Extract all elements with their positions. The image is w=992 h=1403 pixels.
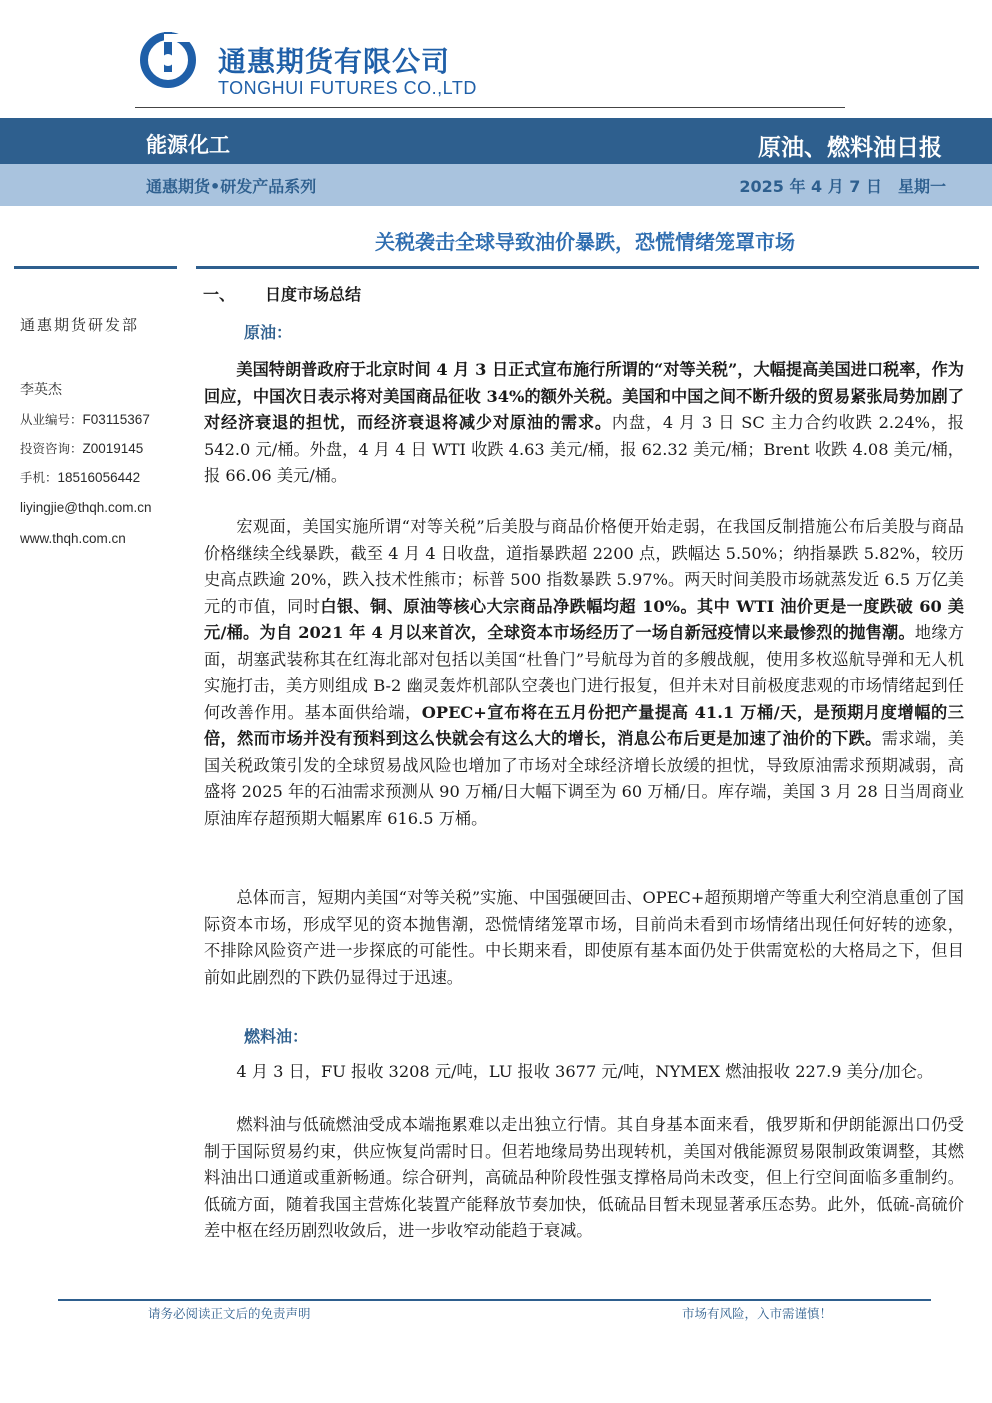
crude-p1-text: 内盘，4 月 3 日 SC 主力合约收跌 2.24%，报 542.0 元/桶。外盘，4 月 4 日 WTI 收跌 4.63 美元/桶，报 62.32 美元/桶；Brent 收跌 4.08 美元/桶，报 66.06 美元/桶。 <box>204 413 964 485</box>
phone-row <box>20 463 190 492</box>
company-name-cn: 通惠期货有限公司 <box>218 45 451 78</box>
report-category: 能源化工 <box>146 133 230 157</box>
research-department: 通惠期货研发部 <box>20 316 140 334</box>
analyst-name: 李英杰 <box>20 382 62 398</box>
product-series: 通惠期货•研发产品系列 <box>146 177 317 196</box>
crude-p2-commodities: 白银、铜、原油等核心大宗商品净跌幅均超 10%。其中 WTI 油价更是一度跌破 60 美元/桶。为自 2021 年 4 月以来首次，全球资本市场经历了一场自新冠疫情以来最惨烈的抛售潮。 <box>204 596 964 642</box>
advisory-number-row <box>20 434 190 463</box>
section-number: 一、 <box>203 285 236 304</box>
analyst-email[interactable]: liyingjie@thqh.com.cn <box>20 500 152 515</box>
fuel-paragraph-2: 燃料油与低硫燃油受成本端拖累难以走出独立行情。其自身基本面来看，俄罗斯和伊朗能源出口仍受制于国际贸易约束，供应恢复尚需时日。但若地缘局势出现转机，美国对俄能源贸易限制政策调整，其燃料油出口通道或重新畅通。综合研判，高硫品种阶段性强支撑格局尚未改变，但上行空间面临多重制约。低硫方面，随着我国主营炼化装置产能释放节奏加快，低硫品目暂未现显著承压态势。此外，低硫-高硫价差中枢在经历剧烈收敛后，进一步收窄动能趋于衰减。 <box>204 1115 964 1240</box>
crude-p2-opec: OPEC+宣布将在五月份把产量提高 41.1 万桶/天，是预期月度增幅的三倍，然而市场并没有预料到这么快就会有这么大的增长，消息公布后更是加速了油价的下跌。 <box>204 702 964 748</box>
company-website[interactable]: www.thqh.com.cn <box>20 531 126 546</box>
crude-p2-demand: 需求端，美国关税政策引发的全球贸易战风险也增加了市场对全球经济增长放缓的担忧，导致原油需求预期减弱，高盛将 2025 年的石油需求预测从 90 万桶/日大幅下调至为 60 万桶/日。库存端，美国 3 月 28 日当周商业原油库存超预期大幅累库 616.5 万桶。 <box>204 729 965 828</box>
footer-divider <box>58 1299 931 1301</box>
crude-p1-bold: 美国特朗普政府于北京时间 4 月 3 日正式宣布施行所谓的“对等关税”，大幅提高美国进口税率，作为回应，中国次日表示将对美国商品征收 34%的额外关税。美国和中国之间不断升级的贸易紧张局势加剧了对经济衰退的担忧，而经济衰退将减少对原油的需求。 <box>204 360 964 432</box>
crude-p2-macro: 宏观面，美国实施所谓“对等关税”后美股与商品价格便开始走弱，在我国反制措施公布后美股与商品价格继续全线暴跌，截至 4 月 4 日收盘，道指暴跌超 2200 点，跌幅达 5.50%；纳指暴跌 5.82%，较历史高点跌逾 20%，跌入技术性熊市；标普 500 指数暴跌 5.97%。两天时间美股市场就蒸发近 6.5 万亿美元的市值，同时 <box>204 517 964 616</box>
practice-number-label: 从业编号： <box>20 412 83 427</box>
content-rule <box>196 266 979 269</box>
crude-p2-geopolitics: 地缘方面，胡塞武装称其在红海北部对包括以美国“杜鲁门”号航母为首的多艘战舰，使用多枚巡航导弹和无人机实施打击，美方则组成 B-2 幽灵轰炸机部队空袭也门进行报复，但并未对目前极度悲观的市场情绪起到任何改善作用。基本面供给端， <box>204 623 964 722</box>
practice-number: F03115367 <box>82 412 150 427</box>
crude-paragraph-2 <box>204 514 964 832</box>
advisory-number-label: 投资咨询： <box>20 441 83 456</box>
section-title-text: 日度市场总结 <box>265 285 362 304</box>
company-logo-icon <box>138 30 198 90</box>
fuel-oil-heading: 燃料油： <box>244 1027 309 1046</box>
fuel-paragraph-1: 4 月 3 日，FU 报收 3208 元/吨，LU 报收 3677 元/吨，NYMEX 燃油报收 227.9 美分/加仑。 <box>236 1062 934 1081</box>
crude-paragraph-3: 总体而言，短期内美国“对等关税”实施、中国强硬回击、OPEC+超预期增产等重大利空消息重创了国际资本市场，形成罕见的资本抛售潮，恐慌情绪笼罩市场，目前尚未看到市场情绪出现任何好转的迹象，不排除风险资产进一步探底的可能性。中长期来看，即使原有基本面仍处于供需宽松的大格局之下，但目前如此剧烈的下跌仍显得过于迅速。 <box>204 888 964 987</box>
risk-warning: 市场有风险，入市需谨慎！ <box>681 1306 832 1321</box>
crude-paragraph-1 <box>204 357 964 490</box>
phone-number: 18516056442 <box>57 470 141 485</box>
analyst-sidebar <box>20 314 190 554</box>
practice-number-row <box>20 405 190 434</box>
disclaimer-note: 请务必阅读正文后的免责声明 <box>148 1306 311 1321</box>
report-title: 原油、燃料油日报 <box>758 135 942 161</box>
report-date: 2025 年 4 月 7 日 星期一 <box>739 177 946 196</box>
header-divider <box>135 107 845 108</box>
advisory-number: Z0019145 <box>82 441 144 456</box>
sidebar-rule <box>14 266 177 269</box>
report-headline: 关税袭击全球导致油价暴跌，恐慌情绪笼罩市场 <box>375 230 795 254</box>
company-name-en: TONGHUI FUTURES CO.,LTD <box>218 78 477 98</box>
section-title <box>203 282 361 305</box>
crude-oil-heading: 原油： <box>244 323 293 342</box>
phone-label: 手机： <box>20 470 58 485</box>
